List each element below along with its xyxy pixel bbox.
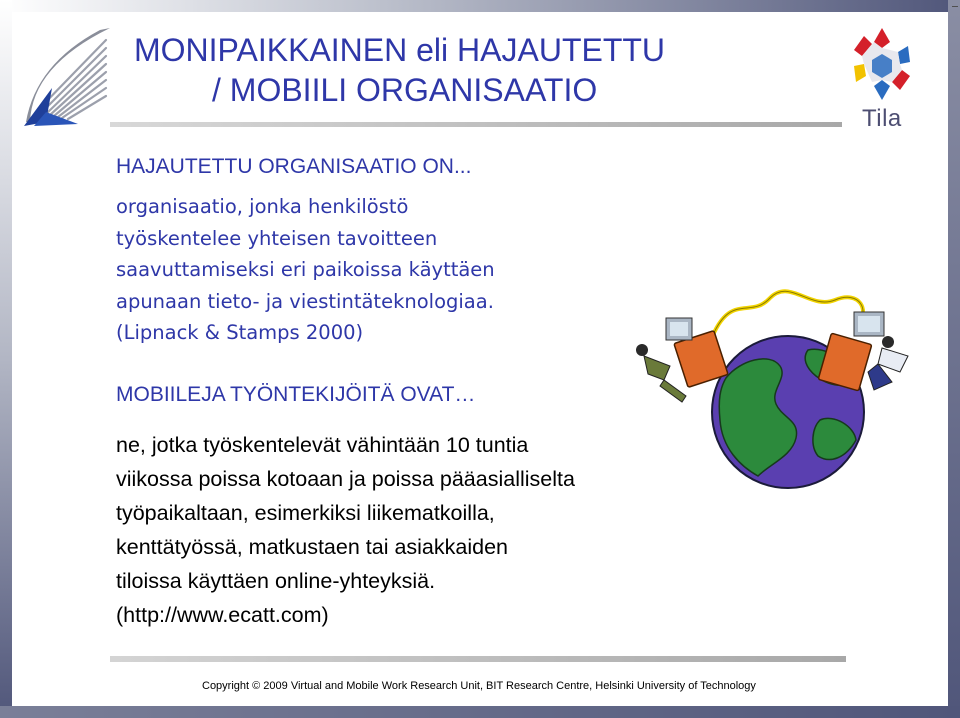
frame-bottom-bar [0, 706, 960, 718]
globe-computers-network-icon [630, 280, 920, 495]
frame-right-bar [948, 0, 960, 718]
corner-mark [952, 6, 958, 7]
footer-divider [110, 656, 846, 662]
tila-logo-text: Tila [862, 105, 902, 132]
section-2-line: ne, jotka työskentelevät vähintään 10 tuntia [116, 433, 529, 457]
frame-top-bar [0, 0, 960, 12]
section-1-line: saavuttamiseksi eri paikoissa käyttäen [116, 258, 495, 281]
section-1-text [116, 191, 495, 349]
slide-title [134, 30, 665, 110]
section-1-line: työskentelee yhteisen tavoitteen [116, 226, 438, 250]
section-1-line: apunaan tieto- ja viestintäteknologiaa. [116, 289, 494, 313]
section-1-line: organisaatio, jonka henkilöstö [116, 195, 409, 218]
section-2-line: viikossa poissa kotoaan ja poissa pääasialliselta [116, 467, 575, 491]
slide-title-line-2: / MOBIILI ORGANISAATIO [212, 72, 598, 108]
section-2-line: tiloissa käyttäen online-yhteyksiä. [116, 569, 436, 593]
section-2-heading: MOBIILEJA TYÖNTEKIJÖITÄ OVAT… [116, 383, 476, 406]
section-2-text [116, 428, 575, 632]
section-2-line: työpaikaltaan, esimerkiksi liikematkoilla, [116, 501, 495, 525]
tila-logo [846, 26, 918, 132]
title-divider [110, 122, 842, 127]
university-wing-logo-icon [22, 26, 110, 131]
frame-left-bar [0, 0, 12, 718]
section-1-citation: (Lipnack & Stamps 2000) [116, 321, 364, 344]
slide-title-line-1: MONIPAIKKAINEN eli HAJAUTETTU [134, 32, 666, 68]
copyright-footer: Copyright © 2009 Virtual and Mobile Work Research Unit, BIT Research Centre, Helsinki University of Technology [202, 680, 756, 692]
section-2-line: kenttätyössä, matkustaen tai asiakkaiden [116, 535, 508, 559]
section-2-source-link: (http://www.ecatt.com) [116, 603, 329, 627]
section-1-heading: HAJAUTETTU ORGANISAATIO ON... [116, 155, 472, 178]
tila-star-logo-icon [846, 26, 918, 102]
